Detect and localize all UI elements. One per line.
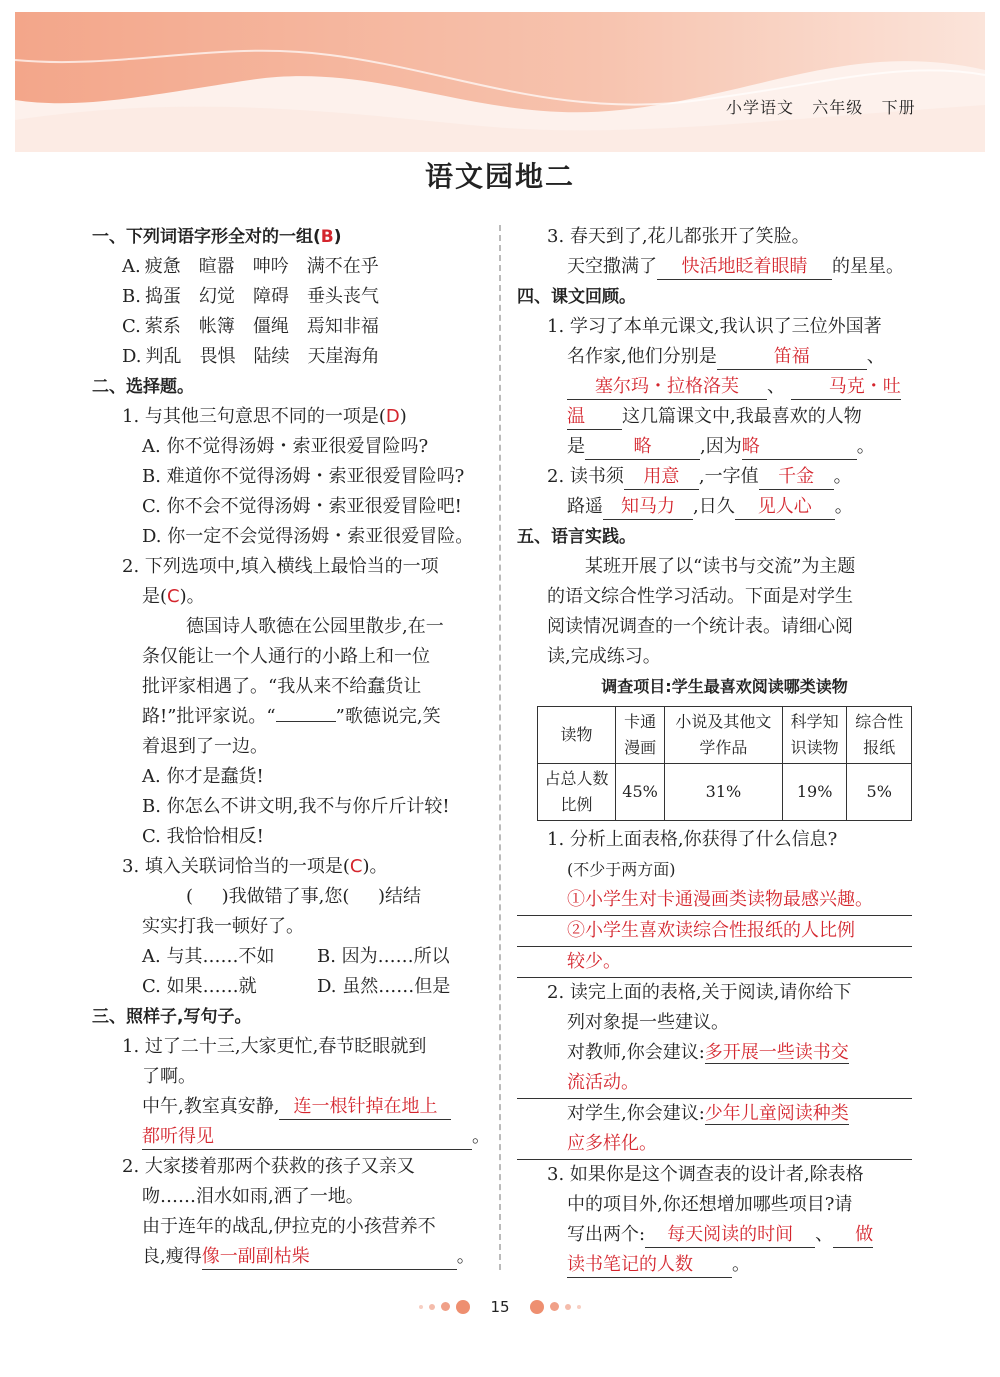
table-header-cell: 读物 [538,707,616,764]
passage-blank[interactable] [276,721,336,722]
q3-2-prompt: 良,瘦得像一副副枯柴 。 [92,1242,492,1272]
q5-3-answer: 读书笔记的人数 。 [517,1250,912,1280]
left-column [92,222,492,1272]
answer-line[interactable]: 流活动。 [517,1068,912,1099]
table-cell: 19% [782,764,847,821]
answer-blank[interactable]: 温 [567,405,622,430]
q4-1: 1. 学习了本单元课文,我认识了三位外国著 [547,316,882,337]
answer-blank[interactable]: 略 [585,435,700,460]
q2-3-options: C. 如果……就 D. 虽然……但是 [142,976,451,997]
intro-line: 的语文综合性学习活动。下面是对学生 [547,586,853,607]
q2-3-passage: 实实打我一顿好了。 [142,916,304,937]
right-column [517,222,912,1280]
q4-1: 是 略 ,因为略 。 [517,432,912,462]
answer-line[interactable]: 应多样化。 [517,1129,912,1160]
q5-2-teacher: 对教师,你会建议:多开展一些读书交 [567,1042,849,1063]
intro-line: 阅读情况调查的一个统计表。请细心阅 [547,616,853,637]
table-header-cell: 综合性报纸 [847,707,912,764]
q5-2: 2. 读完上面的表格,关于阅读,请你给下 [547,982,852,1003]
answer-line[interactable]: 较少。 [517,947,912,978]
section-3-heading: 三、照样子,写句子。 [92,1007,252,1027]
option-c: C. 萦系 帐簿 僵绳 焉知非福 [122,316,379,337]
q2-3: 3. 填入关联词恰当的一项是(C)。 [122,856,388,877]
answer-blank[interactable]: 见人心 [735,495,835,520]
answer-blank[interactable]: 塞尔玛・拉格洛芙 [567,375,767,400]
intro-line: 读,完成练习。 [547,646,661,667]
q2-3-spring-answer: 天空撒满了 快活地眨着眼睛 的星星。 [517,252,912,282]
passage-line: 条仅能让一个人通行的小路上和一位 [142,646,430,667]
table-cell: 5% [847,764,912,821]
q5-3: 3. 如果你是这个调查表的设计者,除表格 [547,1164,864,1185]
q2-2-option: A. 你才是蠢货! [142,766,264,787]
answer-blank[interactable]: 读书笔记的人数 [567,1253,732,1278]
section-1-heading: 一、下列词语字形全对的一组(B) [92,227,342,247]
answer-blank[interactable]: 每天阅读的时间 [645,1223,815,1248]
q4-1: 名作家,他们分别是 笛福 、 [517,342,912,372]
passage-line: 路!”批评家说。“ ”歌德说完,笑 [142,706,441,727]
column-divider [499,225,501,1270]
page-number: 15 [490,1297,510,1316]
section-4-heading: 四、课文回顾。 [517,287,636,307]
table-row [538,764,912,821]
passage-line: 德国诗人歌德在公园里散步,在一 [186,616,444,637]
answer-line[interactable]: ①小学生对卡通漫画类读物最感兴趣。 [517,885,912,916]
q2-1-option: A. 你不觉得汤姆・索亚很爱冒险吗? [142,436,429,457]
answer-blank[interactable]: 千金 [759,465,834,490]
q5-2: 列对象提一些建议。 [567,1012,729,1033]
page-footer [0,1296,1000,1316]
q3-1-prompt: 都听得见 。 [92,1122,492,1152]
passage-line: 批评家相遇了。“我从来不给蠢货让 [142,676,422,697]
table-header-cell: 科学知识读物 [782,707,847,764]
table-header-cell: 卡通漫画 [616,707,665,764]
answer-blank[interactable]: 快活地眨着眼睛 [657,255,832,280]
answer-line[interactable]: 少年儿童阅读种类 [704,1103,849,1124]
answer-line[interactable]: 多开展一些读书交 [704,1042,849,1063]
answer-blank[interactable]: 略 [742,435,857,460]
passage-line: 着退到了一边。 [142,736,268,757]
survey-table [537,706,912,821]
q3-1: 1. 过了二十三,大家更忙,春节眨眼就到 [122,1036,427,1057]
option-a: A. 疲惫 暄嚣 呻吟 满不在乎 [122,256,379,277]
q2-2: 2. 下列选项中,填入横线上最恰当的一项 [122,556,439,577]
table-row-label: 占总人数比例 [538,764,616,821]
q2-1-option: B. 难道你不觉得汤姆・索亚很爱冒险吗? [142,466,465,487]
q2-2-option: C. 我恰恰相反! [142,826,264,847]
answer-blank[interactable]: 用意 [624,465,699,490]
table-cell: 45% [616,764,665,821]
header-banner [0,0,1000,160]
answer-blank[interactable]: 做 [833,1223,873,1248]
q2-3-spring: 3. 春天到了,花儿都张开了笑脸。 [547,226,810,247]
q3-2: 由于连年的战乱,伊拉克的小孩营养不 [142,1216,436,1237]
answer-blank[interactable]: 连一根针掉在地上 [279,1095,451,1120]
q3-2: 2. 大家搂着那两个获救的孩子又亲又 [122,1156,415,1177]
q2-3-passage: ( )我做错了事,您( )结结 [186,886,422,907]
q4-2: 路遥 知马力 ,日久 见人心 。 [517,492,912,522]
q3-1-prompt: 中午,教室真安静, 连一根针掉在地上 [92,1092,492,1122]
q4-2: 2. 读书须 用意 ,一字值 千金 。 [517,462,912,492]
q2-1-option: C. 你不会不觉得汤姆・索亚很爱冒险吧! [142,496,462,517]
table-caption: 调查项目:学生最喜欢阅读哪类读物 [601,677,848,696]
answer-blank[interactable]: 都听得见 [142,1125,472,1150]
page-title: 语文园地二 [424,160,575,193]
answer-line[interactable]: ②小学生喜欢读综合性报纸的人比例 [517,916,912,947]
q2-2-answer-line: 是(C)。 [142,586,205,607]
q2-2-option: B. 你怎么不讲文明,我不与你斤斤计较! [142,796,450,817]
q5-1: 1. 分析上面表格,你获得了什么信息? [547,829,838,850]
q4-1: 塞尔玛・拉格洛芙 、 马克・吐 [517,372,912,402]
option-b: B. 捣蛋 幻觉 障碍 垂头丧气 [122,286,379,307]
answer-blank[interactable]: 知马力 [603,495,693,520]
subject-label: 小学语文 六年级 下册 [726,98,916,117]
answer-blank[interactable]: 像一副副枯柴 [202,1245,457,1270]
q4-1: 温 这几篇课文中,我最喜欢的人物 [517,402,912,432]
q5-3-answer: 写出两个: 每天阅读的时间 、 做 [517,1220,912,1250]
q2-1-option: D. 你一定不会觉得汤姆・索亚很爱冒险。 [142,526,474,547]
table-header-cell: 小说及其他文学作品 [665,707,783,764]
section-2-heading: 二、选择题。 [92,377,194,397]
q5-3: 中的项目外,你还想增加哪些项目?请 [567,1194,853,1215]
intro-line: 某班开展了以“读书与交流”为主题 [585,556,856,577]
q5-1-note: (不少于两方面) [567,860,676,879]
q3-1: 了啊。 [142,1066,196,1087]
section-5-heading: 五、语言实践。 [517,527,636,547]
table-header-row [538,707,912,764]
answer-blank[interactable]: 马克・吐 [791,375,901,400]
answer-blank[interactable]: 笛福 [717,345,867,370]
q5-2-student: 对学生,你会建议:少年儿童阅读种类 [567,1103,849,1124]
option-d: D. 判乱 畏惧 陆续 天崖海角 [122,346,380,367]
table-cell: 31% [665,764,783,821]
q2-1: 1. 与其他三句意思不同的一项是(D) [122,406,407,427]
q2-3-options: A. 与其……不如 B. 因为……所以 [142,946,450,967]
q3-2: 吻……泪水如雨,洒了一地。 [142,1186,364,1207]
